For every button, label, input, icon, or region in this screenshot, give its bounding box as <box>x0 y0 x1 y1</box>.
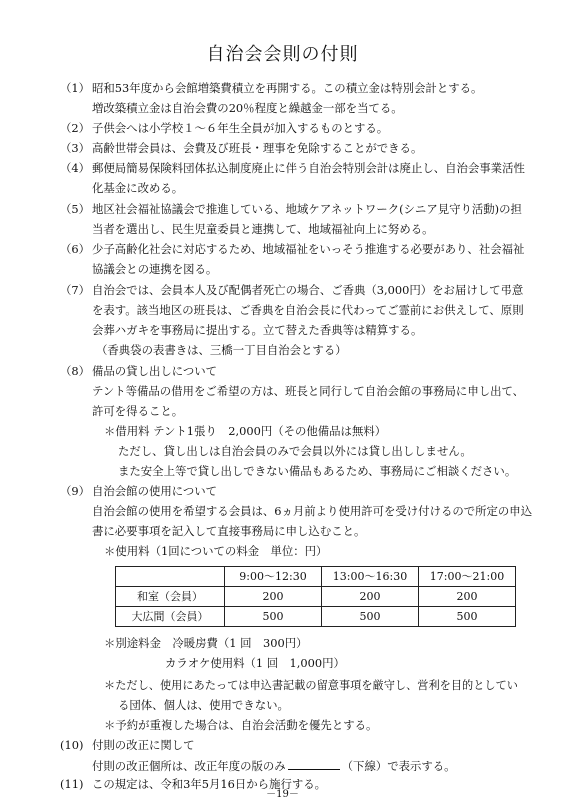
item-10-line-2-text: 付則の改正個所は、改正年度の版のみ <box>92 759 286 773</box>
fee-table-header-afternoon: 13:00～16:30 <box>322 567 419 587</box>
fee-table-cell: 500 <box>322 607 419 627</box>
fee-table-cell: 500 <box>225 607 322 627</box>
item-number-11: (11) <box>60 777 84 791</box>
item-11-line-1: この規定は、令和3年5月16日から施行する。 <box>92 777 327 791</box>
item-9-line-4: ＊使用料（1回についての料金 単位：円） <box>104 544 328 558</box>
table-row <box>116 607 516 627</box>
note-karaoke-fee: カラオケ使用料（1 回 1,000円） <box>165 656 345 670</box>
item-9-line-2: 自治会館の使用を希望する会員は、6ヵ月前より使用許可を受け付けるので所定の申込 <box>92 504 533 518</box>
item-6-line-2: 協議会との連携を図る。 <box>92 262 218 276</box>
item-number-7: （7） <box>60 283 91 297</box>
item-5-line-1: 地区社会福祉協議会で推進している、地域ケアネットワーク(シニア見守り活動)の担 <box>92 202 522 216</box>
fee-table-corner <box>116 567 225 587</box>
note-usage-rules-line-2: る団体、個人は、使用できない。 <box>118 698 289 712</box>
item-number-1: （1） <box>60 81 91 95</box>
item-number-6: （6） <box>60 242 91 256</box>
item-number-8: （8） <box>60 364 91 378</box>
fee-table-cell: 500 <box>419 607 516 627</box>
item-3-line-1: 高齢世帯会員は、会費及び班長・理事を免除することができる。 <box>92 141 423 155</box>
fee-table-cell: 200 <box>225 587 322 607</box>
item-7-line-4: （香典袋の表書きは、三橋一丁目自治会とする） <box>96 343 347 357</box>
item-9-line-3: 書に必要事項を記入して直接事務局に申し込むこと。 <box>92 524 366 538</box>
item-7-line-1: 自治会では、会員本人及び配偶者死亡の場合、ご香典（3,000円）をお届けして弔意 <box>92 283 524 297</box>
item-7-line-2: を表す。該当地区の班長は、ご香典を自治会長に代わってご霊前にお供えして、原則 <box>92 303 524 317</box>
item-8-line-1: 備品の貸し出しについて <box>92 364 218 378</box>
fee-table <box>115 566 516 627</box>
item-6-line-1: 少子高齢化社会に対応するため、地域福祉をいっそう推進する必要があり、社会福祉 <box>92 242 525 256</box>
item-number-2: （2） <box>60 121 91 135</box>
fee-table-header-morning: 9:00～12:30 <box>225 567 322 587</box>
item-number-9: （9） <box>60 484 91 498</box>
item-8-line-6: また安全上等で貸し出しできない備品もあるため、事務局にご相談ください。 <box>118 464 517 478</box>
item-4-line-1: 郵便局簡易保険料団体払込制度廃止に伴う自治会特別会計は廃止し、自治会事業活性 <box>92 161 525 175</box>
item-10-line-2-suffix: （下線）で表示する。 <box>341 759 456 773</box>
item-number-4: （4） <box>60 161 91 175</box>
item-10-line-1: 付則の改正に関して <box>92 738 195 752</box>
item-1-line-1: 昭和53年度から会館増築費積立を再開する。この積立金は特別会計とする。 <box>92 81 483 95</box>
fee-table-cell: 200 <box>419 587 516 607</box>
item-8-line-4: ＊借用料 テント1張り 2,000円（その他備品は無料） <box>104 424 387 438</box>
item-8-line-2: テント等備品の借用をご希望の方は、班長と同行して自治会館の事務局に申し出て、 <box>92 384 525 398</box>
item-number-5: （5） <box>60 202 91 216</box>
note-usage-rules-line-1: ＊ただし、使用にあたっては申込書記載の留意事項を厳守し、営利を目的としてい <box>104 679 518 692</box>
fee-table-row-label: 和室（会員） <box>116 587 225 607</box>
page-title: 自治会会則の付則 <box>206 44 359 65</box>
item-8-line-5: ただし、貸し出しは自治会員のみで会員以外には貸し出ししません。 <box>118 444 472 458</box>
item-number-10: (10) <box>60 738 84 752</box>
underline-sample <box>288 760 340 770</box>
item-4-line-2: 化基金に改める。 <box>92 181 184 195</box>
item-10-line-2 <box>92 760 456 772</box>
page-number: －19－ <box>266 789 299 800</box>
fee-table-header-row <box>116 567 516 587</box>
item-8-line-3: 許可を得ること。 <box>92 404 184 418</box>
item-7-line-3: 会葬ハガキを事務局に提出する。立て替えた香典等は精算する。 <box>92 323 423 337</box>
item-number-3: （3） <box>60 141 91 155</box>
note-extra-fee: ＊別途料金 冷暖房費（1 回 300円） <box>104 636 308 650</box>
item-1-line-2: 増改築積立金は自治会費の20％程度と繰越金一部を当てる。 <box>92 101 403 115</box>
note-reservation-priority: ＊予約が重複した場合は、自治会活動を優先とする。 <box>104 718 378 732</box>
fee-table-row-label: 大広間（会員） <box>116 607 225 627</box>
fee-table-cell: 200 <box>322 587 419 607</box>
fee-table-header-evening: 17:00～21:00 <box>419 567 516 587</box>
item-9-line-1: 自治会館の使用について <box>92 484 218 498</box>
item-5-line-2: 当者を選出し、民生児童委員と連携して、地域福祉向上に努める。 <box>92 222 434 236</box>
item-2-line-1: 子供会へは小学校１～６年生全員が加入するものとする。 <box>92 121 389 135</box>
table-row <box>116 587 516 607</box>
